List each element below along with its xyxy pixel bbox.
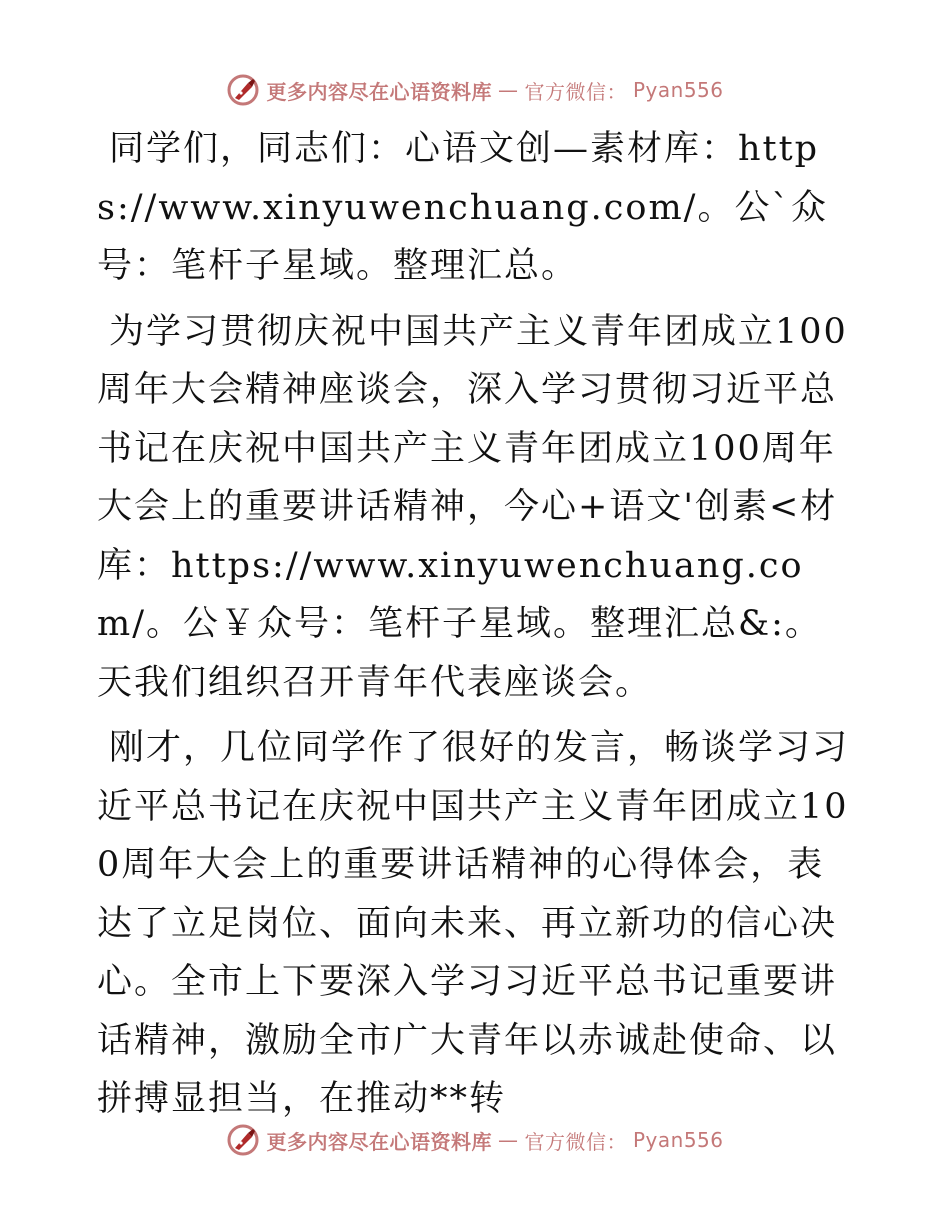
paragraph-3: 刚才，几位同学作了很好的发言，畅谈学习习近平总书记在庆祝中国共产主义青年团成立100周年大会上的重要讲话精神的心得体会，表达了立足岗位、面向未来、再立新功的信心决心。全市上下要深入学习习近平总书记重要讲话精神，激励全市广大青年以赤诚赴使命、以拼搏显担当，在推动**转: [97, 728, 850, 1119]
banner-account-label: 官方微信：: [524, 79, 627, 104]
banner-account-id: Pyan556: [632, 1128, 724, 1152]
header-banner: [0, 68, 950, 112]
banner-account-label: 官方微信：: [524, 1129, 627, 1154]
paragraph-1: 同学们，同志们：心语文创—素材库：https://www.xinyuwenchuang.com/。公`众号：笔杆子星域。整理汇总。: [97, 129, 828, 286]
banner-separator: —: [497, 1128, 519, 1152]
banner-main-text: 更多内容尽在心语资料库: [266, 79, 492, 104]
pen-nib-circle-icon: [226, 1123, 260, 1157]
pen-nib-circle-icon: [226, 73, 260, 107]
paragraph-2: 为学习贯彻庆祝中国共产主义青年团成立100周年大会精神座谈会，深入学习贯彻习近平总书记在庆祝中国共产主义青年团成立100周年大会上的重要讲话精神，今心+语文'创素<材库：https://www.xinyuwenchuang.com/。公￥众号：笔杆子星域。整理汇总&:。天我们组织召开青年代表座谈会。: [97, 311, 848, 703]
banner-account-id: Pyan556: [632, 78, 724, 102]
footer-banner: [0, 1118, 950, 1162]
document-body: [97, 120, 857, 1136]
banner-main-text: 更多内容尽在心语资料库: [266, 1129, 492, 1154]
banner-separator: —: [497, 78, 519, 102]
